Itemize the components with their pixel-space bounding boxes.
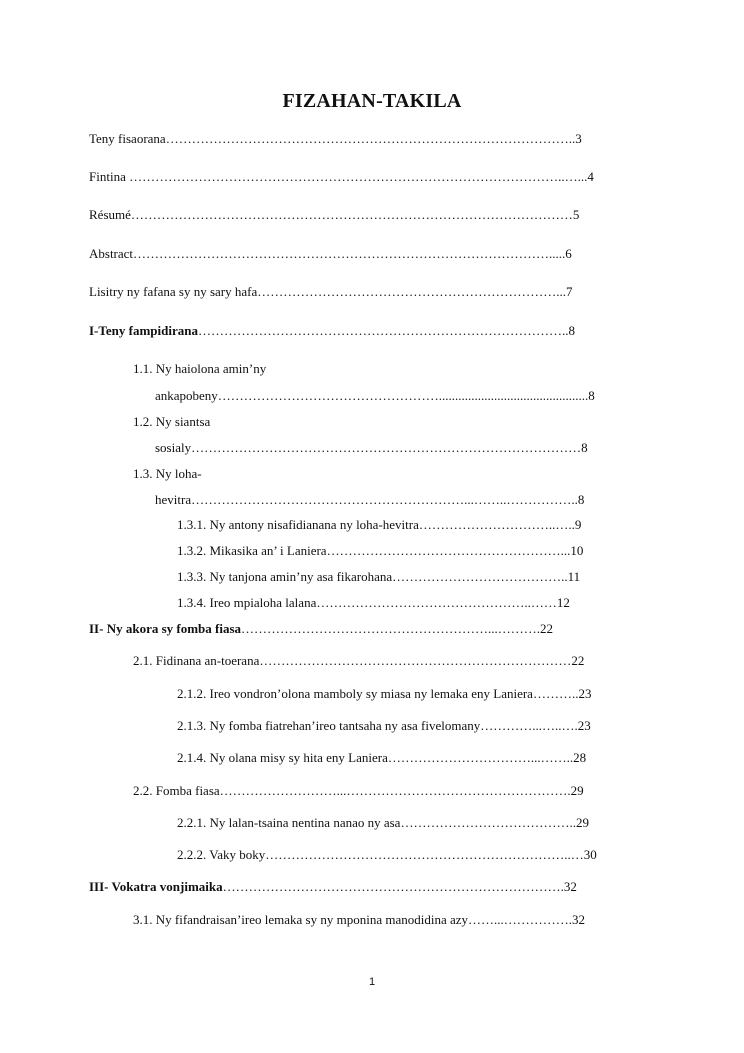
toc-entry: Lisitry ny fafana sy ny sary hafa……………………………………………………………...7 xyxy=(89,284,573,299)
toc-entry: 2.2. Fomba fiasa………………………...…………………………………………….29 xyxy=(133,783,584,798)
toc-entry: 1.1. Ny haiolona amin’ny xyxy=(133,361,267,376)
toc-entry: 2.1.3. Ny fomba fiatrehan’ireo tantsaha ny asa fivelomany…………...…..….23 xyxy=(177,718,591,733)
toc-entry: 1.3.3. Ny tanjona amin’ny asa fikarohana…………………………………..11 xyxy=(177,569,581,584)
toc-leader: …………………………………………………………………………..8 xyxy=(197,323,575,338)
toc-entry: Abstract…………………………………………………………………………………….....6 xyxy=(89,246,572,261)
toc-entry: 1.3. Ny loha- xyxy=(133,466,202,481)
toc-entry: 1.2. Ny siantsa xyxy=(133,414,211,429)
toc-entry: 1.3.4. Ireo mpialoha lalana…………………………………………..……12 xyxy=(177,595,570,610)
toc-entry: ankapobeny……………………………………………..............................................8 xyxy=(155,388,595,403)
toc-section-entry xyxy=(89,323,575,339)
section-heading: II- Ny akora sy fomba fiasa xyxy=(89,621,242,636)
toc-entry: 3.1. Ny fifandraisan’ireo lemaka sy ny mponina manodidina azy……...…………….32 xyxy=(133,912,586,927)
toc-entry: 2.2.2. Vaky boky……………………………………………………………..…30 xyxy=(177,847,597,862)
toc-entry: 1.3.2. Mikasika an’ i Laniera………………………………………………...10 xyxy=(177,543,584,558)
toc-entry: Résumé…………………………………………………………………………………………5 xyxy=(89,207,580,222)
toc-entry: hevitra………………………………………………………...……..……………..8 xyxy=(155,492,585,507)
toc-entry: Teny fisaorana…………………………………………………………………………………..3 xyxy=(89,131,582,146)
toc-entry: 1.3.1. Ny antony nisafidianana ny loha-hevitra…………………………..…..9 xyxy=(177,517,582,532)
toc-entry: sosialy………………………………………………………………………………8 xyxy=(155,440,588,455)
section-heading: I-Teny fampidirana xyxy=(89,323,198,338)
toc-leader: …………………………………………………………………….32 xyxy=(222,879,577,894)
section-heading: III- Vokatra vonjimaika xyxy=(89,879,223,894)
toc-entry: 2.2.1. Ny lalan-tsaina nentina nanao ny asa…………………………………..29 xyxy=(177,815,589,830)
toc-section-entry xyxy=(89,621,553,637)
toc-section-entry xyxy=(89,879,577,895)
toc-leader: …………………………………………………...……….22 xyxy=(241,621,554,636)
toc-entry: 2.1. Fidinana an-toerana………………………………………………………………22 xyxy=(133,653,585,668)
toc-entry: Fintina ………………………………………………………………………………………..…...4 xyxy=(89,169,594,184)
page-title: FIZAHAN-TAKILA xyxy=(282,90,462,112)
toc-entry: 2.1.2. Ireo vondron’olona mamboly sy miasa ny lemaka eny Laniera………..23 xyxy=(177,686,592,701)
toc-entry: 2.1.4. Ny olana misy sy hita eny Laniera……………………………...……..28 xyxy=(177,750,587,765)
page-number: 1 xyxy=(368,976,376,988)
